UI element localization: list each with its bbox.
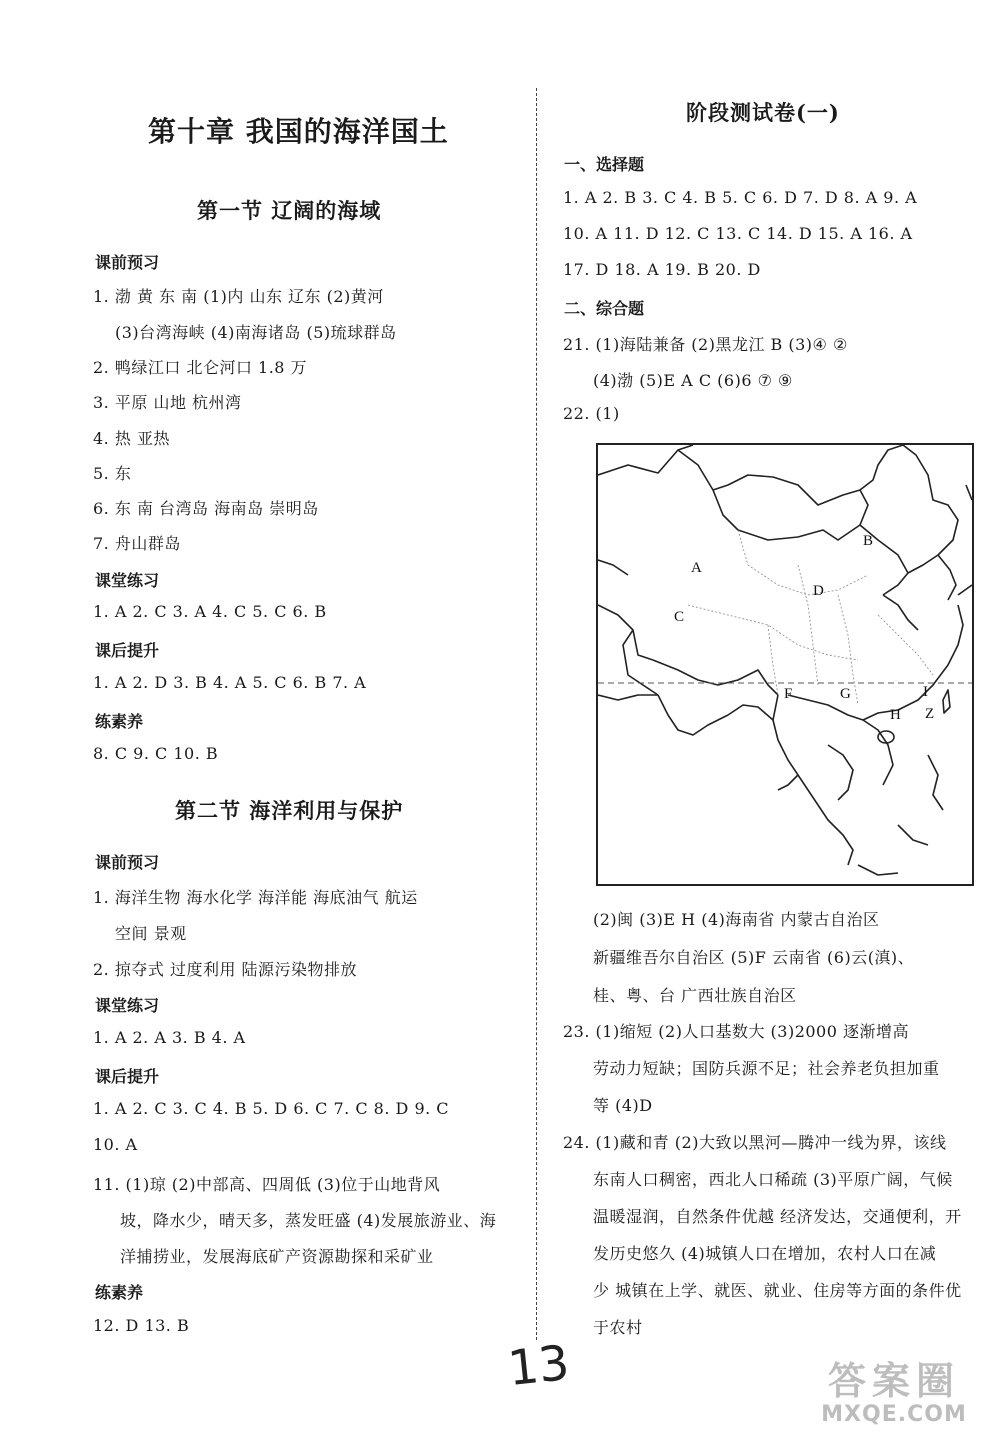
heading-comprehensive: 二、综合题 bbox=[564, 299, 645, 318]
section2-preview-line: 2. 掠夺式 过度利用 陆源污染物排放 bbox=[93, 960, 358, 979]
choice-answers-line: 17. D 18. A 19. B 20. D bbox=[563, 260, 761, 279]
section1-heading-preview: 课前预习 bbox=[95, 253, 160, 272]
q22-label: 22. (1) bbox=[563, 404, 620, 423]
section1-heading-quality: 练素养 bbox=[95, 712, 144, 731]
map-label-d: D bbox=[813, 583, 824, 599]
heading-multiple-choice: 一、选择题 bbox=[564, 155, 645, 174]
map-label-g: G bbox=[840, 686, 851, 702]
q24-line: 少 城镇在上学、就医、就业、住房等方面的条件优 bbox=[593, 1281, 962, 1300]
choice-answers-line: 10. A 11. D 12. C 13. C 14. D 15. A 16. A bbox=[563, 224, 913, 243]
section1-heading-after-class: 课后提升 bbox=[95, 641, 160, 660]
section1-after-class-answers: 1. A 2. D 3. B 4. A 5. C 6. B 7. A bbox=[93, 673, 367, 692]
q24-line: 于农村 bbox=[593, 1318, 643, 1337]
map-label-b: B bbox=[863, 533, 874, 549]
section2-after-class-line: 11. (1)琼 (2)中部高、四周低 (3)位于山地背风 bbox=[93, 1175, 441, 1194]
map-label-f: F bbox=[784, 686, 793, 702]
section1-preview-line: 2. 鸭绿江口 北仑河口 1.8 万 bbox=[93, 358, 308, 377]
section2-heading-after-class: 课后提升 bbox=[95, 1067, 160, 1086]
map-label-h: H bbox=[890, 707, 901, 723]
test-paper-title: 阶段测试卷(一) bbox=[686, 100, 840, 125]
map-label-i: I bbox=[923, 684, 928, 700]
watermark-logo bbox=[798, 1360, 990, 1436]
q23-line: 等 (4)D bbox=[593, 1096, 653, 1115]
section2-classwork-answers: 1. A 2. A 3. B 4. A bbox=[93, 1028, 246, 1047]
q21-line: (4)渤 (5)E A C (6)6 ⑦ ⑨ bbox=[593, 371, 793, 390]
section1-preview-line: (3)台湾海峡 (4)南海诸岛 (5)琉球群岛 bbox=[115, 323, 397, 342]
section1-preview-line: 3. 平原 山地 杭州湾 bbox=[93, 393, 242, 412]
q24-line: 24. (1)藏和青 (2)大致以黑河—腾冲一线为界，该线 bbox=[563, 1133, 947, 1152]
q24-line: 东南人口稠密，西北人口稀疏 (3)平原广阔，气候 bbox=[593, 1170, 953, 1189]
q24-line: 温暖湿润，自然条件优越 经济发达，交通便利，开 bbox=[593, 1207, 962, 1226]
section2-preview-line: 空间 景观 bbox=[115, 924, 187, 943]
section1-preview-line: 4. 热 亚热 bbox=[93, 429, 170, 448]
section2-heading-classwork: 课堂练习 bbox=[95, 996, 160, 1015]
q23-line: 劳动力短缺；国防兵源不足；社会养老负担加重 bbox=[593, 1059, 940, 1078]
q21-line: 21. (1)海陆兼备 (2)黑龙江 B (3)④ ② bbox=[563, 335, 848, 354]
china-outline-map bbox=[596, 443, 974, 886]
section2-heading-preview: 课前预习 bbox=[95, 853, 160, 872]
section1-preview-line: 7. 舟山群岛 bbox=[93, 534, 181, 553]
chapter-title: 第十章 我国的海洋国土 bbox=[148, 115, 449, 148]
section1-preview-line: 1. 渤 黄 东 南 (1)内 山东 辽东 (2)黄河 bbox=[93, 287, 384, 306]
section2-quality-answers: 12. D 13. B bbox=[93, 1316, 190, 1335]
map-label-z: Z bbox=[925, 706, 935, 722]
section1-title: 第一节 辽阔的海域 bbox=[197, 198, 382, 223]
section1-preview-line: 6. 东 南 台湾岛 海南岛 崇明岛 bbox=[93, 499, 319, 518]
watermark-url: MXQE.COM bbox=[821, 1402, 967, 1427]
section2-title: 第二节 海洋利用与保护 bbox=[175, 798, 404, 823]
column-divider bbox=[536, 88, 537, 1340]
section2-after-class-line: 1. A 2. C 3. C 4. B 5. D 6. C 7. C 8. D 9. C bbox=[93, 1099, 450, 1118]
choice-answers-line: 1. A 2. B 3. C 4. B 5. C 6. D 7. D 8. A 9. A bbox=[563, 188, 918, 207]
section2-after-class-line: 洋捕捞业，发展海底矿产资源勘探和采矿业 bbox=[120, 1247, 434, 1266]
map-label-a: A bbox=[691, 560, 702, 576]
section2-after-class-line: 10. A bbox=[93, 1135, 138, 1154]
section1-preview-line: 5. 东 bbox=[93, 464, 132, 483]
watermark-text: 答案圈 bbox=[827, 1359, 960, 1403]
q23-line: 23. (1)缩短 (2)人口基数大 (3)2000 逐渐增高 bbox=[563, 1022, 910, 1041]
section1-heading-classwork: 课堂练习 bbox=[95, 571, 160, 590]
section2-preview-line: 1. 海洋生物 海水化学 海洋能 海底油气 航运 bbox=[93, 888, 418, 907]
q24-line: 发历史悠久 (4)城镇人口在增加，农村人口在减 bbox=[593, 1244, 937, 1263]
page-number: 13 bbox=[505, 1334, 572, 1398]
q22-line: 新疆维吾尔自治区 (5)F 云南省 (6)云(滇)、 bbox=[593, 948, 915, 967]
map-label-c: C bbox=[674, 609, 685, 625]
section1-classwork-answers: 1. A 2. C 3. A 4. C 5. C 6. B bbox=[93, 602, 327, 621]
section2-after-class-line: 坡，降水少，晴天多，蒸发旺盛 (4)发展旅游业、海 bbox=[120, 1211, 497, 1230]
section1-quality-answers: 8. C 9. C 10. B bbox=[93, 744, 219, 763]
section2-heading-quality: 练素养 bbox=[95, 1283, 144, 1302]
q22-line: 桂、粤、台 广西壮族自治区 bbox=[593, 986, 797, 1005]
q22-line: (2)闽 (3)E H (4)海南省 内蒙古自治区 bbox=[593, 910, 880, 929]
map-drawing bbox=[598, 445, 972, 884]
